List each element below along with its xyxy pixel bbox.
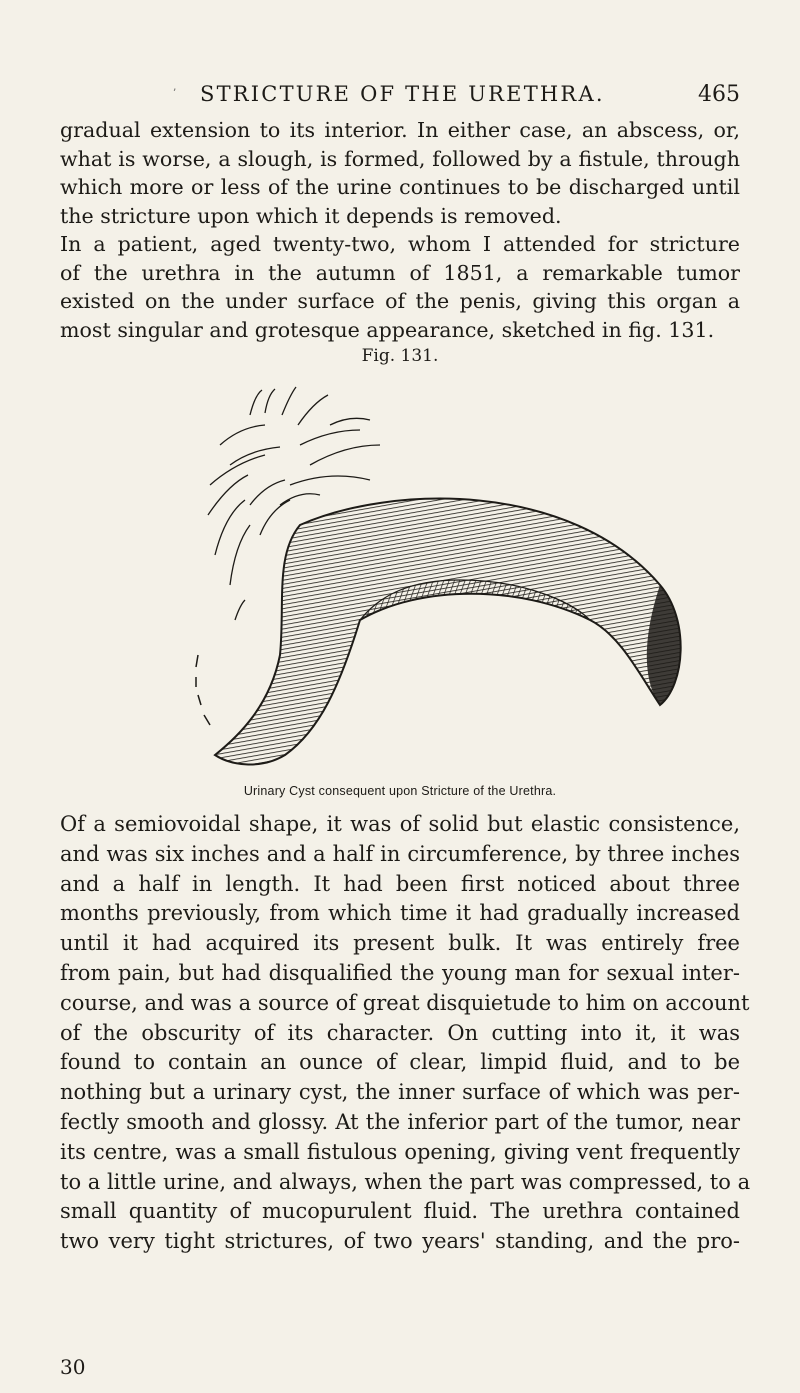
text-line: which more or less of the urine continues to be discharged until — [60, 175, 740, 199]
signature-mark: 30 — [60, 1355, 86, 1379]
text-line: nothing but a urinary cyst, the inner surface of which was per- — [60, 1080, 740, 1105]
text-line: two very tight strictures, of two years' standing, and the pro- — [60, 1229, 740, 1254]
text-line: what is worse, a slough, is formed, followed by a fistule, through — [60, 146, 740, 171]
text-line: the stricture upon which it depends is removed. — [60, 203, 562, 228]
margin-mark: ’ — [173, 88, 177, 99]
text-line: existed on the under surface of the penis, giving this organ a — [60, 289, 740, 313]
text-line: to a little urine, and always, when the part was compressed, to a — [60, 1169, 751, 1194]
text-line: found to contain an ounce of clear, limpid fluid, and to be — [60, 1050, 740, 1075]
text-line: small quantity of mucopurulent fluid. The urethra contained — [60, 1199, 740, 1224]
figure-caption: Urinary Cyst consequent upon Stricture of the Urethra. — [243, 784, 557, 798]
text-line: of the urethra in the autumn of 1851, a remarkable tumor — [60, 260, 740, 285]
text-line: from pain, but had disqualified the young man for sexual inter- — [60, 960, 740, 985]
text-line: gradual extension to its interior. In either case, an abscess, or, — [60, 118, 740, 142]
text-line: and was six inches and a half in circumference, by three inches — [60, 841, 740, 866]
running-header — [180, 82, 740, 112]
text-line: until it had acquired its present bulk. It was entirely free — [60, 931, 740, 956]
text-line: most singular and grotesque appearance, sketched in fig. 131. — [60, 317, 715, 342]
text-line: of the obscurity of its character. On cutting into it, it was — [60, 1020, 740, 1045]
text-line: fectly smooth and glossy. At the inferior part of the tumor, near — [60, 1109, 740, 1134]
text-line: months previously, from which time it had gradually increased — [60, 901, 740, 926]
text-line: In a patient, aged twenty-two, whom I attended for stricture — [60, 232, 740, 256]
text-line: course, and was a source of great disquietude to him on account — [60, 990, 750, 1015]
text-line: and a half in length. It had been first noticed about three — [60, 871, 740, 896]
text-line: Of a semiovoidal shape, it was of solid but elastic consistence, — [60, 812, 740, 836]
running-title: STRICTURE OF THE URETHRA. — [200, 82, 605, 106]
cyst-body — [215, 499, 681, 765]
paragraph-1 — [60, 116, 740, 344]
urinary-cyst-engraving — [190, 385, 730, 780]
outline-dashes — [196, 655, 210, 725]
figure-label: Fig. 131. — [361, 346, 439, 366]
paragraph-2 — [60, 810, 751, 1257]
figure-illustration — [190, 385, 730, 780]
page-number: 465 — [698, 82, 740, 107]
text-line: its centre, was a small fistulous opening, giving vent frequently — [60, 1139, 740, 1164]
